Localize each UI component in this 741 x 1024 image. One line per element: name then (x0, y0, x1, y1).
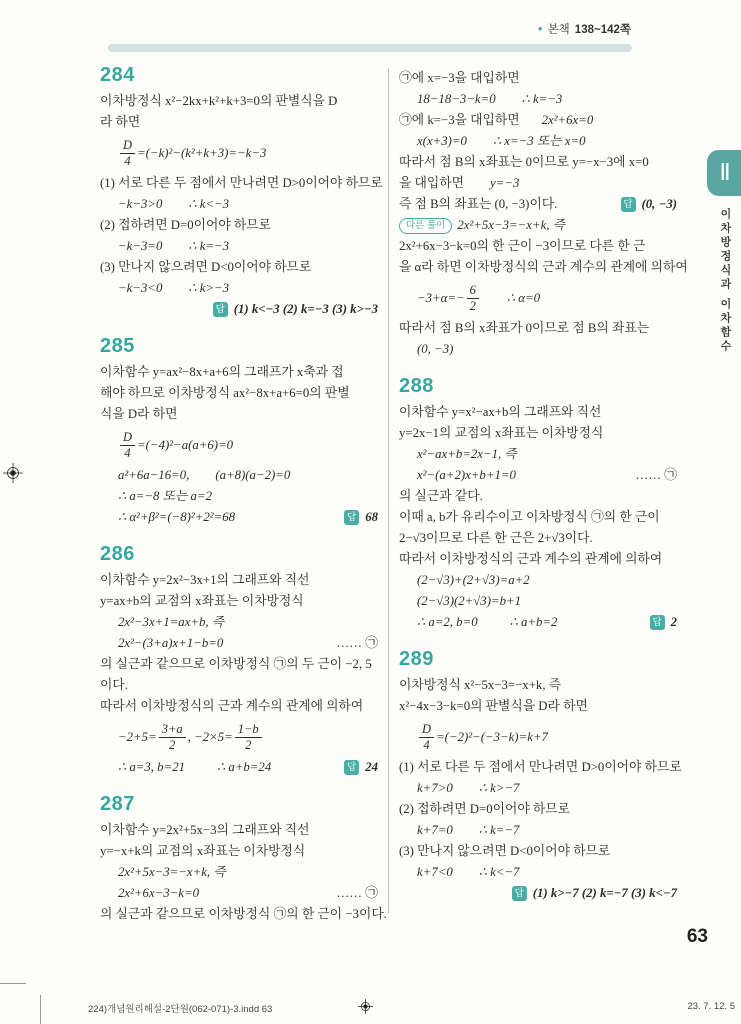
chapter-tab-badge (707, 150, 741, 196)
bullet-icon: ● (537, 24, 543, 33)
fraction: $\frac{6}{2}$ (467, 283, 479, 314)
problem-number: 284 (100, 64, 135, 86)
problem-number: 285 (100, 335, 135, 357)
case-condition: (3) 만나지 않으려면 D<0이어야 하므로 (100, 260, 312, 274)
print-date: 23. 7. 12. 5 (687, 1001, 735, 1012)
case-condition: (1) 서로 다른 두 점에서 만나려면 D>0이어야 하므로 (399, 760, 682, 774)
equation-line: k+7=0 ∴ k=−7 (417, 823, 520, 837)
equation-line: −k−3>0 ∴ k<−3 (118, 197, 230, 211)
problem-284 (100, 62, 383, 320)
answer-badge: 답 (344, 760, 359, 775)
solution-line: 의 실근과 같으므로 이차방정식 ㉠의 한 근이 −3이다. (100, 907, 387, 921)
solution-line: 해야 하므로 이차방정식 ax²−8x+a+6=0의 판별 (100, 386, 350, 400)
equation-line: x²−ax+b=2x−1, 즉 (417, 447, 517, 461)
crop-mark (40, 995, 41, 1024)
solution-line: x²−4x−3−k=0의 판별식을 D라 하면 (399, 699, 588, 713)
answer-line (399, 883, 677, 904)
content-columns (100, 58, 688, 925)
equation-fraction-line: $\frac{D}{4}$ =(−2)²−(−3−k)=k+7 (399, 720, 677, 754)
solution-line: 이차함수 y=x²−ax+b의 그래프와 직선 (399, 405, 602, 419)
equation-line: x(x+3)=0 ∴ x=−3 또는 x=0 (417, 134, 586, 148)
problem-number: 287 (100, 793, 135, 815)
solution-line: 식을 D라 하면 (100, 407, 178, 421)
answer-text: (1) k>−7 (2) k=−7 (3) k<−7 (532, 886, 677, 900)
problem-287-continued (399, 68, 688, 360)
problem-287 (100, 791, 387, 925)
solution-line: 이차함수 y=2x²+5x−3의 그래프와 직선 (100, 823, 310, 837)
answer-line (100, 299, 378, 320)
fraction: $\frac{D}{4}$ (120, 138, 135, 169)
equation-fraction-line: −2+5= $\frac{3+a}{2}$ , −2×5= $\frac{1-b}{2}$ (100, 720, 378, 754)
answer-badge: 답 (344, 510, 359, 525)
solution-line: 2x²+6x−3−k=0의 한 근이 −3이므로 다른 한 근 (399, 239, 646, 253)
equation-line: ∴ a=−8 또는 a=2 (118, 489, 212, 503)
equation-fraction-line: $\frac{D}{4}$ =(−4)²−a(a+6)=0 (100, 428, 378, 462)
equation-line: k+7>0 ∴ k>−7 (417, 781, 520, 795)
case-condition: (2) 접하려면 D=0이어야 하므로 (399, 802, 570, 816)
solution-line: 2−√3이므로 다른 한 근은 2+√3이다. (399, 531, 593, 545)
problem-number: 286 (100, 543, 135, 565)
equation-fraction-line: −3+α=− $\frac{6}{2}$ ∴ α=0 (417, 282, 541, 313)
answer-badge: 답 (512, 886, 527, 901)
equation-ref-line: 2x²+6x−3−k=0 …… ㉠ (100, 883, 378, 904)
fraction: $\frac{D}{4}$ (120, 430, 135, 461)
answer-badge: 답 (650, 615, 665, 630)
case-condition: (2) 접하려면 D=0이어야 하므로 (100, 218, 271, 232)
equation-answer-line: ∴ a=3, b=21 ∴ a+b=24 답 24 (100, 757, 378, 778)
solution-line: 을 α라 하면 이차방정식의 근과 계수의 관계에 의하여 (399, 260, 688, 274)
solution-line: 따라서 이차방정식의 근과 계수의 관계에 의하여 (100, 699, 364, 713)
chapter-numeral: Ⅱ (719, 160, 731, 185)
equation-line: a²+6a−16=0, (a+8)(a−2)=0 (118, 468, 291, 482)
solution-line: 따라서 점 B의 x좌표는 0이므로 y=−x−3에 x=0 (399, 155, 649, 169)
answer-text: 68 (365, 510, 378, 524)
problem-288 (399, 373, 677, 633)
solution-line: 을 대입하면 y=−3 (399, 176, 520, 190)
print-file-info: 224)개념원리해설-2단원(062-071)-3.indd 63 (88, 1004, 273, 1015)
problem-289 (399, 646, 682, 904)
equation-line: −k−3<0 ∴ k>−3 (118, 281, 230, 295)
solution-line: y=ax+b의 교점의 x좌표는 이차방정식 (100, 594, 304, 608)
registration-mark-icon (3, 463, 23, 483)
equation-line: (0, −3) (417, 342, 454, 356)
header-book-label: 본책 (547, 24, 570, 36)
answer-badge: 답 (621, 197, 636, 212)
solution-line: 따라서 점 B의 x좌표가 0이므로 점 B의 좌표는 (399, 321, 650, 335)
right-column (399, 58, 688, 925)
answer-text: 24 (365, 760, 378, 774)
equation-line: (2−√3)+(2+√3)=a+2 (417, 573, 530, 587)
answer-text: (0, −3) (641, 197, 677, 211)
equation-line: k+7<0 ∴ k<−7 (417, 865, 520, 879)
solution-line: 이차함수 y=2x²−3x+1의 그래프와 직선 (100, 573, 310, 587)
equation-answer-line: ∴ α²+β²=(−8)²+2²=68 답 68 (100, 507, 378, 528)
solution-line: 라 하면 (100, 115, 141, 129)
alt-solution-badge: 다른 풀이 (399, 218, 452, 234)
header-page-range: 138~142쪽 (574, 24, 631, 36)
equation-line: (2−√3)(2+√3)=b+1 (417, 594, 522, 608)
reference-mark: …… ㉠ (336, 636, 378, 650)
problem-286 (100, 541, 378, 778)
answer-text: 2 (670, 615, 677, 629)
equation-line: 2x²−3x+1=ax+b, 즉 (118, 615, 225, 629)
equation-ref-line: x²−(a+2)x+b+1=0 …… ㉠ (399, 465, 677, 486)
alternative-solution-line: 다른 풀이 2x²+5x−3=−x+k, 즉 (399, 215, 677, 236)
answer-line: 즉 점 B의 좌표는 (0, −3)이다. 답 (0, −3) (399, 194, 677, 215)
column-divider (388, 68, 389, 913)
left-column (100, 58, 387, 925)
chapter-tab-title: 이차방정식과 이차함수 (719, 208, 731, 355)
solution-line: ㉠에 x=−3을 대입하면 (399, 71, 520, 85)
solution-line: 따라서 이차방정식의 근과 계수의 관계에 의하여 (399, 552, 663, 566)
registration-mark-icon (358, 999, 373, 1014)
fraction: $\frac{3+a}{2}$ (159, 722, 186, 753)
crop-mark (0, 983, 26, 984)
header-rule-bar (108, 44, 632, 52)
equation-line: 2x²+5x−3=−x+k, 즉 (118, 865, 226, 879)
equation-fraction-line: $\frac{D}{4}$ =(−k)²−(k²+k+3)=−k−3 (100, 136, 378, 170)
solution-line: y=−x+k의 교점의 x좌표는 이차방정식 (100, 844, 306, 858)
fraction: $\frac{1-b}{2}$ (235, 722, 262, 753)
solution-line: 의 실근과 같다. (399, 489, 483, 503)
answer-text: (1) k<−3 (2) k=−3 (3) k>−3 (233, 302, 378, 316)
solution-line: 이다. (100, 678, 128, 692)
equation-answer-line: ∴ a=2, b=0 ∴ a+b=2 답 2 (399, 612, 677, 633)
equation-line: −k−3=0 ∴ k=−3 (118, 239, 230, 253)
case-condition: (3) 만나지 않으려면 D<0이어야 하므로 (399, 844, 611, 858)
solution-line: 이차방정식 x²−5x−3=−x+k, 즉 (399, 678, 562, 692)
solution-line: 이때 a, b가 유리수이고 이차방정식 ㉠의 한 근이 (399, 510, 660, 524)
fraction: $\frac{D}{4}$ (419, 722, 434, 753)
reference-mark: …… ㉠ (336, 886, 378, 900)
problem-number: 288 (399, 375, 434, 397)
solution-line: 이차함수 y=ax²−8x+a+6의 그래프가 x축과 접 (100, 365, 344, 379)
reference-mark: …… ㉠ (635, 468, 677, 482)
solution-line: ㉠에 k=−3을 대입하면 2x²+6x=0 (399, 113, 594, 127)
page-number: 63 (686, 926, 708, 947)
solution-line: 의 실근과 같으므로 이차방정식 ㉠의 두 근이 −2, 5 (100, 657, 372, 671)
case-condition: (1) 서로 다른 두 점에서 만나려면 D>0이어야 하므로 (100, 176, 383, 190)
equation-ref-line: 2x²−(3+a)x+1−b=0 …… ㉠ (100, 633, 378, 654)
problem-285 (100, 333, 378, 528)
solution-line: 이차방정식 x²−2kx+k²+k+3=0의 판별식을 D (100, 94, 338, 108)
equation-line: 18−18−3−k=0 ∴ k=−3 (417, 92, 563, 106)
problem-number: 289 (399, 648, 434, 670)
header-page-reference (538, 21, 631, 37)
answer-badge: 답 (213, 302, 228, 317)
solution-line: y=2x−1의 교점의 x좌표는 이차방정식 (399, 426, 604, 440)
